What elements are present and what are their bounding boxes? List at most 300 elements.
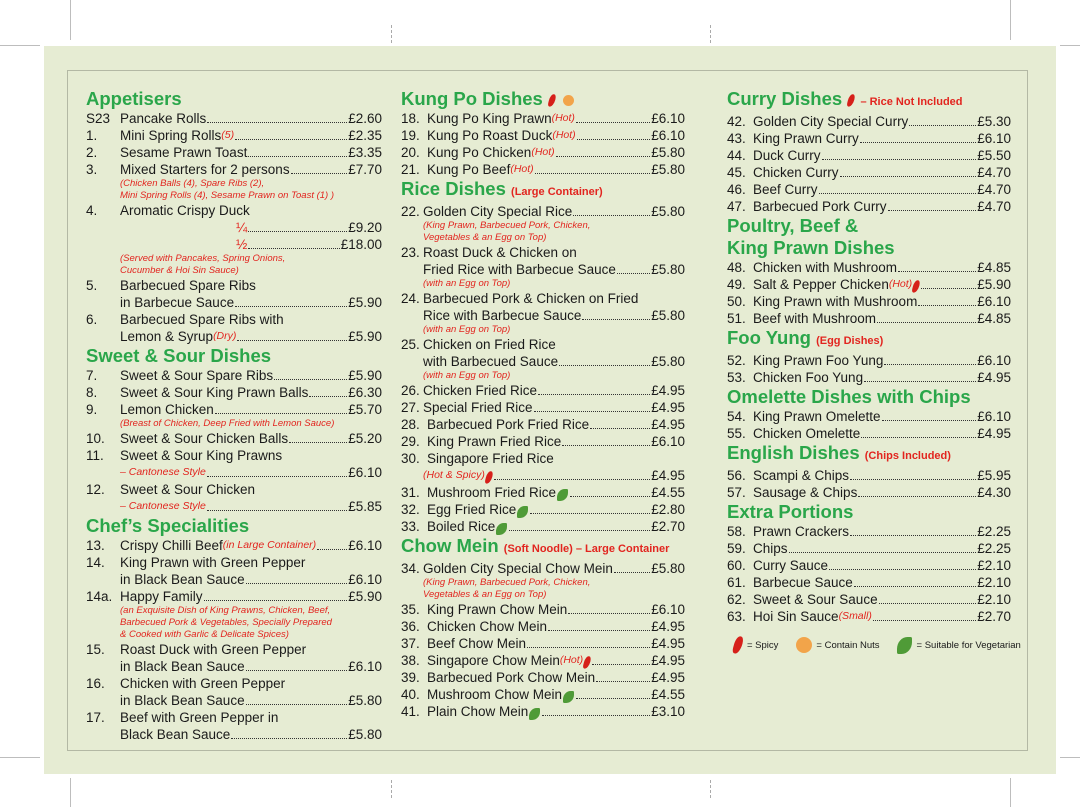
dot-leader xyxy=(570,496,650,497)
menu-item-row xyxy=(401,518,685,535)
menu-item-row xyxy=(401,484,685,501)
item-name: King Prawn with Mushroom xyxy=(753,294,918,309)
portion-row xyxy=(86,236,382,253)
dot-leader xyxy=(535,173,651,174)
menu-item-row xyxy=(401,560,685,577)
portion-size: ¼ xyxy=(236,220,248,235)
menu-item-row2 xyxy=(401,467,685,484)
menu-item xyxy=(86,481,382,515)
item-name: Beef Chow Mein xyxy=(427,636,527,651)
menu-item-row2 xyxy=(401,261,685,278)
item-name: Chicken Foo Yung xyxy=(753,370,864,385)
item-name: King Prawn Foo Yung xyxy=(753,353,884,368)
item-price: £5.90 xyxy=(348,329,382,344)
menu-item-row xyxy=(727,467,1011,484)
item-price: £2.10 xyxy=(977,575,1011,590)
menu-item-row xyxy=(401,416,685,433)
menu-section xyxy=(86,515,382,743)
menu-section xyxy=(401,178,685,535)
leaf-icon xyxy=(496,523,507,535)
section-title: Appetisers xyxy=(86,88,182,109)
item-description: Mini Spring Rolls (4), Sesame Prawn on Toast (1) ) xyxy=(120,190,335,201)
menu-item-row xyxy=(401,203,685,220)
menu-item-row xyxy=(401,336,685,353)
menu-item-row xyxy=(86,110,382,127)
section-title: Omelette Dishes with Chips xyxy=(727,386,971,407)
dot-leader xyxy=(204,600,348,601)
menu-item-row xyxy=(727,574,1011,591)
item-price: £2.70 xyxy=(651,519,685,534)
section-title: Extra Portions xyxy=(727,501,854,522)
item-name: Happy Family xyxy=(120,589,203,604)
menu-item xyxy=(401,450,685,484)
section-title-line2: King Prawn Dishes xyxy=(727,237,895,258)
menu-item xyxy=(727,310,1011,327)
menu-column-1 xyxy=(86,88,382,743)
menu-item-row xyxy=(86,709,382,726)
menu-item-row xyxy=(401,433,685,450)
item-number: 36. xyxy=(401,619,420,634)
menu-item xyxy=(727,198,1011,215)
item-name: Mushroom Fried Rice xyxy=(427,485,557,500)
legend-veg: = Suitable for Vegetarian xyxy=(916,639,1021,651)
menu-item xyxy=(727,540,1011,557)
dot-leader xyxy=(789,552,977,553)
dot-leader xyxy=(538,394,650,395)
item-name: Sausage & Chips xyxy=(753,485,858,500)
item-number: 29. xyxy=(401,434,420,449)
item-description: (an Exquisite Dish of King Prawns, Chicken, Beef, xyxy=(120,605,331,616)
item-tag: (Hot) xyxy=(552,129,576,141)
menu-item xyxy=(727,113,1011,130)
menu-item xyxy=(401,144,685,161)
item-description: Barbecued Pork & Vegetables, Specially Prepared xyxy=(120,617,332,628)
item-price: £4.95 xyxy=(651,468,685,483)
item-number: 44. xyxy=(727,148,746,163)
item-name: Mushroom Chow Mein xyxy=(427,687,563,702)
item-name: Beef with Mushroom xyxy=(753,311,877,326)
dot-leader xyxy=(207,122,347,123)
item-number: 15. xyxy=(86,642,105,657)
item-tag: (Hot) xyxy=(559,654,584,666)
item-number: 37. xyxy=(401,636,420,651)
menu-item-row xyxy=(727,113,1011,130)
menu-item xyxy=(401,244,685,290)
menu-item xyxy=(86,277,382,311)
menu-item-row xyxy=(86,588,382,605)
item-tag: – Cantonese Style xyxy=(120,466,206,478)
item-name-line2: Rice with Barbecue Sauce xyxy=(423,308,582,323)
item-price: £6.10 xyxy=(348,465,382,480)
item-number: 41. xyxy=(401,704,420,719)
menu-column-2 xyxy=(401,88,685,720)
item-name: Beef with Green Pepper in xyxy=(120,710,279,725)
menu-item xyxy=(401,635,685,652)
section-heading xyxy=(401,88,685,110)
item-price: £4.95 xyxy=(651,619,685,634)
menu-item-row xyxy=(727,198,1011,215)
item-number: 46. xyxy=(727,182,746,197)
section-subtitle: (Egg Dishes) xyxy=(816,335,884,347)
item-name: Lemon Chicken xyxy=(120,402,214,417)
portion-price: £18.00 xyxy=(340,237,382,252)
item-name: Barbecued Spare Ribs with xyxy=(120,312,284,327)
menu-item xyxy=(727,276,1011,293)
menu-item xyxy=(401,127,685,144)
item-description: (Served with Pancakes, Spring Onions, xyxy=(120,253,286,264)
item-name: Sweet & Sour King Prawn Balls xyxy=(120,385,309,400)
item-number: 63. xyxy=(727,609,746,624)
menu-item xyxy=(727,467,1011,484)
menu-item xyxy=(86,588,382,641)
leaf-icon xyxy=(563,691,574,703)
item-tag: (5) xyxy=(221,129,235,141)
item-name: Salt & Pepper Chicken xyxy=(753,277,889,292)
item-number: 58. xyxy=(727,524,746,539)
menu-item-row xyxy=(401,501,685,518)
menu-item xyxy=(401,203,685,244)
item-number: 32. xyxy=(401,502,420,517)
item-name: Egg Fried Rice xyxy=(427,502,517,517)
item-number: 5. xyxy=(86,278,98,293)
item-number: 40. xyxy=(401,687,420,702)
menu-item xyxy=(727,259,1011,276)
menu-item xyxy=(86,161,382,202)
item-name: Barbecued Pork Fried Rice xyxy=(427,417,590,432)
section-heading xyxy=(401,535,685,560)
item-name: Chicken Omelette xyxy=(753,426,861,441)
nut-icon xyxy=(796,637,812,653)
legend-nuts: = Contain Nuts xyxy=(816,639,880,651)
dot-leader xyxy=(494,479,650,480)
dot-leader xyxy=(568,613,650,614)
section-heading xyxy=(86,515,382,537)
item-name: Chicken Curry xyxy=(753,165,839,180)
item-price: £4.55 xyxy=(651,485,685,500)
item-price: £5.85 xyxy=(348,499,382,514)
section-heading xyxy=(727,386,1011,408)
menu-item-row2 xyxy=(86,658,382,675)
item-name: Barbecued Pork Chow Mein xyxy=(427,670,596,685)
menu-section xyxy=(86,88,382,345)
item-price: £5.70 xyxy=(348,402,382,417)
item-number: 54. xyxy=(727,409,746,424)
item-description: Cucumber & Hoi Sin Sauce) xyxy=(120,265,239,276)
item-name: Crispy Chilli Beef xyxy=(120,538,223,553)
item-name: Barbecued Pork Curry xyxy=(753,199,887,214)
item-price: £4.70 xyxy=(977,182,1011,197)
item-price: £4.55 xyxy=(651,687,685,702)
menu-item-row xyxy=(86,311,382,328)
dot-leader xyxy=(235,139,347,140)
menu-item-row xyxy=(401,703,685,720)
menu-item xyxy=(86,554,382,588)
menu-item xyxy=(727,352,1011,369)
item-name-line2: Black Bean Sauce xyxy=(120,727,231,742)
menu-item xyxy=(401,110,685,127)
menu-item xyxy=(401,518,685,535)
item-name-line2: Lemon & Syrup xyxy=(120,329,214,344)
menu-item-row xyxy=(727,523,1011,540)
dot-leader xyxy=(829,569,976,570)
menu-item-row xyxy=(727,352,1011,369)
item-name: Kung Po King Prawn xyxy=(427,111,552,126)
item-name-line2: in Black Bean Sauce xyxy=(120,693,245,708)
dot-leader xyxy=(873,620,976,621)
menu-item xyxy=(401,560,685,601)
menu-item xyxy=(727,484,1011,501)
dot-leader xyxy=(617,273,650,274)
menu-item xyxy=(727,147,1011,164)
chili-icon xyxy=(912,279,921,293)
item-number: 47. xyxy=(727,199,746,214)
dot-leader xyxy=(590,428,650,429)
dot-leader xyxy=(879,603,977,604)
item-name: Pancake Rolls xyxy=(120,111,207,126)
item-tag: (Hot) xyxy=(888,278,913,290)
item-name: King Prawn Chow Mein xyxy=(427,602,568,617)
item-description: Vegetables & an Egg on Top) xyxy=(423,589,547,600)
section-title: Chef’s Specialities xyxy=(86,515,250,536)
item-name-line2: with Barbecued Sauce xyxy=(423,354,559,369)
item-price: £5.80 xyxy=(651,308,685,323)
dot-leader xyxy=(822,159,977,160)
section-subtitle: (Chips Included) xyxy=(864,450,951,462)
leaf-icon xyxy=(529,708,540,720)
item-number: 8. xyxy=(86,385,98,400)
dot-leader xyxy=(864,381,976,382)
item-number: 55. xyxy=(727,426,746,441)
item-price: £4.95 xyxy=(651,636,685,651)
menu-item-row xyxy=(86,127,382,144)
item-price: £5.80 xyxy=(651,262,685,277)
item-name: Beef Curry xyxy=(753,182,818,197)
section-title: Curry Dishes xyxy=(727,88,843,109)
item-price: £6.10 xyxy=(977,409,1011,424)
item-name: Golden City Special Curry xyxy=(753,114,909,129)
item-price: £5.95 xyxy=(977,468,1011,483)
dot-leader xyxy=(921,288,976,289)
item-name: Sweet & Sour Chicken xyxy=(120,482,256,497)
section-subtitle: (Large Container) xyxy=(511,186,603,198)
menu-section xyxy=(401,88,685,178)
menu-item-row xyxy=(727,276,1011,293)
menu-item-row2 xyxy=(86,571,382,588)
menu-item-row xyxy=(727,540,1011,557)
item-price: £5.50 xyxy=(977,148,1011,163)
menu-item xyxy=(401,336,685,382)
item-price: £5.80 xyxy=(651,204,685,219)
dot-leader xyxy=(309,396,347,397)
menu-item-row xyxy=(727,484,1011,501)
menu-item-row xyxy=(727,181,1011,198)
dot-leader xyxy=(289,442,347,443)
item-number: 10. xyxy=(86,431,105,446)
item-price: £5.20 xyxy=(348,431,382,446)
item-price: £6.10 xyxy=(977,353,1011,368)
item-number: 30. xyxy=(401,451,420,466)
menu-item xyxy=(401,290,685,336)
menu-item xyxy=(401,161,685,178)
menu-item xyxy=(86,127,382,144)
menu-item xyxy=(727,557,1011,574)
dot-leader xyxy=(850,535,976,536)
chili-icon xyxy=(547,93,556,107)
item-number: 62. xyxy=(727,592,746,607)
menu-item-row xyxy=(727,147,1011,164)
dot-leader xyxy=(858,496,976,497)
portion-price: £9.20 xyxy=(348,220,382,235)
menu-item-row xyxy=(86,554,382,571)
item-name: Barbecued Pork & Chicken on Fried xyxy=(423,291,639,306)
menu-item-row xyxy=(727,164,1011,181)
menu-item-row xyxy=(401,110,685,127)
item-number: 59. xyxy=(727,541,746,556)
section-title: Poultry, Beef & xyxy=(727,215,859,236)
menu-item-row xyxy=(727,310,1011,327)
trim-mark xyxy=(70,778,71,807)
dot-leader xyxy=(592,664,650,665)
menu-item xyxy=(727,608,1011,625)
dot-leader xyxy=(860,142,976,143)
item-name-line2: Fried Rice with Barbecue Sauce xyxy=(423,262,616,277)
menu-item xyxy=(86,110,382,127)
item-price: £4.95 xyxy=(651,417,685,432)
menu-item xyxy=(727,408,1011,425)
menu-item-row xyxy=(727,591,1011,608)
item-description: & Cooked with Garlic & Delicate Spices) xyxy=(120,629,289,640)
menu-item-row xyxy=(727,130,1011,147)
dot-leader xyxy=(577,139,651,140)
item-price: £4.70 xyxy=(977,165,1011,180)
section-heading xyxy=(86,88,382,110)
item-number: 45. xyxy=(727,165,746,180)
dot-leader xyxy=(882,420,977,421)
trim-mark xyxy=(1010,0,1011,40)
item-number: 20. xyxy=(401,145,420,160)
dot-leader xyxy=(877,322,976,323)
item-price: £4.85 xyxy=(977,311,1011,326)
section-title: Kung Po Dishes xyxy=(401,88,543,109)
section-heading xyxy=(86,345,382,367)
dot-leader xyxy=(850,479,976,480)
menu-item xyxy=(86,367,382,384)
menu-item xyxy=(86,202,382,277)
menu-item-row xyxy=(86,367,382,384)
item-price: £6.10 xyxy=(977,131,1011,146)
dot-leader xyxy=(909,125,976,126)
item-price: £5.80 xyxy=(348,693,382,708)
menu-item-row xyxy=(401,399,685,416)
fold-mark xyxy=(710,25,711,43)
menu-item xyxy=(727,164,1011,181)
item-description: (with an Egg on Top) xyxy=(423,324,511,335)
item-number: 7. xyxy=(86,368,98,383)
item-price: £6.10 xyxy=(651,602,685,617)
item-name: Chicken with Mushroom xyxy=(753,260,898,275)
menu-section xyxy=(727,327,1011,386)
chili-icon xyxy=(583,655,592,669)
item-price: £5.80 xyxy=(651,561,685,576)
menu-item xyxy=(401,618,685,635)
item-name: Sweet & Sour Spare Ribs xyxy=(120,368,274,383)
item-name: Chips xyxy=(753,541,788,556)
section-heading xyxy=(401,178,685,203)
menu-item xyxy=(86,311,382,345)
item-number: 12. xyxy=(86,482,105,497)
menu-item-row xyxy=(401,144,685,161)
item-name: Sweet & Sour King Prawns xyxy=(120,448,283,463)
menu-item-row xyxy=(727,425,1011,442)
menu-item xyxy=(727,130,1011,147)
menu-item-row xyxy=(86,202,382,219)
menu-item xyxy=(401,433,685,450)
item-price: £6.10 xyxy=(651,128,685,143)
dot-leader xyxy=(576,698,650,699)
item-name: Scampi & Chips xyxy=(753,468,850,483)
item-price: £2.70 xyxy=(977,609,1011,624)
menu-item-row xyxy=(727,608,1011,625)
menu-item xyxy=(401,601,685,618)
menu-item-row xyxy=(401,450,685,467)
menu-section xyxy=(401,535,685,720)
dot-leader xyxy=(317,549,347,550)
item-number: 49. xyxy=(727,277,746,292)
portion-size: ½ xyxy=(236,237,248,252)
item-number: 60. xyxy=(727,558,746,573)
leaf-icon xyxy=(897,637,912,654)
dot-leader xyxy=(246,583,348,584)
menu-item-row xyxy=(401,290,685,307)
menu-item xyxy=(401,652,685,669)
item-number: 27. xyxy=(401,400,420,415)
dot-leader xyxy=(534,411,651,412)
item-price: £6.10 xyxy=(651,111,685,126)
dot-leader xyxy=(556,156,651,157)
item-price: £5.80 xyxy=(651,162,685,177)
item-price: £6.10 xyxy=(651,434,685,449)
item-price: £2.25 xyxy=(977,541,1011,556)
section-heading xyxy=(727,501,1011,523)
dot-leader xyxy=(840,176,977,177)
menu-item-row2 xyxy=(86,328,382,345)
item-number: 2. xyxy=(86,145,98,160)
item-name: Roast Duck & Chicken on xyxy=(423,245,577,260)
item-name: King Prawn Curry xyxy=(753,131,859,146)
item-price: £2.25 xyxy=(977,524,1011,539)
item-tag: (Hot & Spicy) xyxy=(423,469,485,481)
section-heading xyxy=(727,442,1011,467)
section-title: Chow Mein xyxy=(401,535,499,556)
item-price: £2.35 xyxy=(348,128,382,143)
fold-mark xyxy=(391,780,392,798)
item-name: Boiled Rice xyxy=(427,519,496,534)
menu-item-row xyxy=(86,401,382,418)
item-number: 22. xyxy=(401,204,420,219)
menu-item xyxy=(401,416,685,433)
item-number: 23. xyxy=(401,245,420,260)
item-name: Sesame Prawn Toast xyxy=(120,145,248,160)
item-name-line2: in Black Bean Sauce xyxy=(120,572,245,587)
menu-item-row2 xyxy=(401,353,685,370)
item-number: 57. xyxy=(727,485,746,500)
item-name: Plain Chow Mein xyxy=(427,704,529,719)
item-number: 21. xyxy=(401,162,420,177)
item-name-line2: in Barbecue Sauce xyxy=(120,295,235,310)
menu-section xyxy=(727,215,1011,327)
item-name: Golden City Special Chow Mein xyxy=(423,561,613,576)
menu-item xyxy=(86,384,382,401)
